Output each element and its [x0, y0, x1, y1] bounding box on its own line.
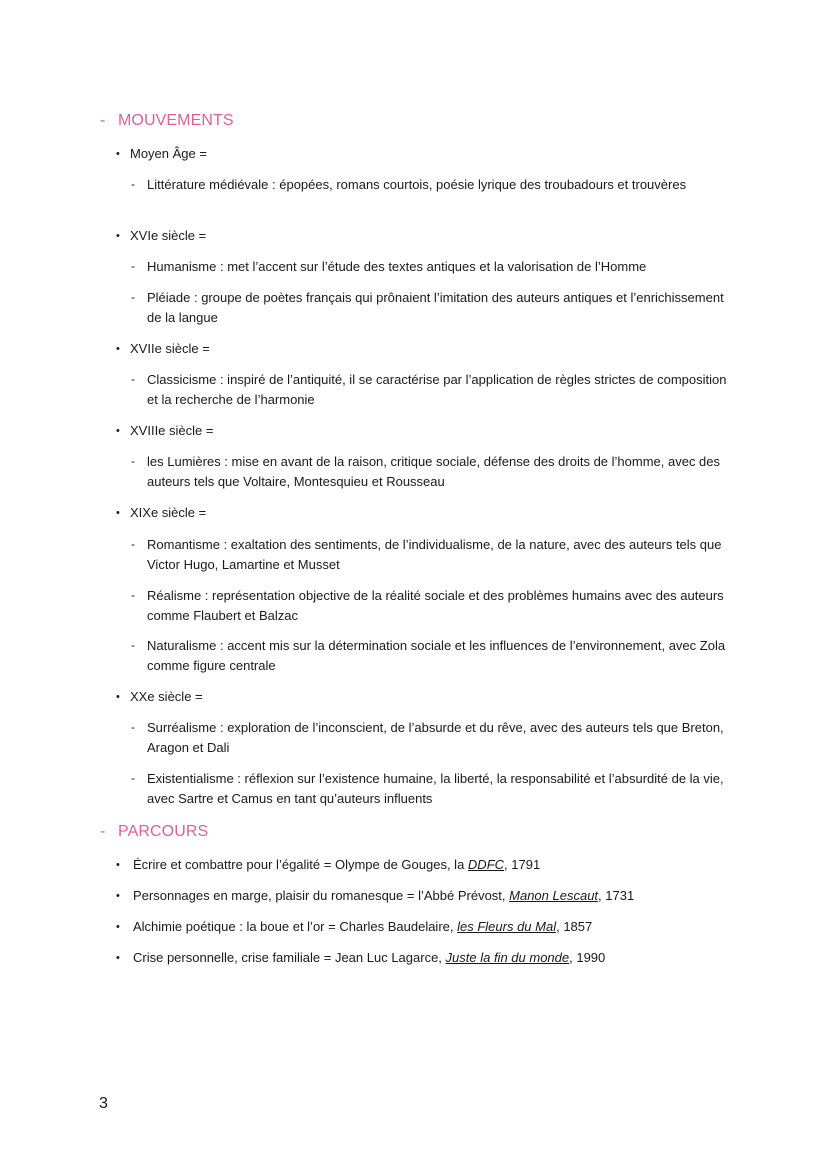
period-item: [116, 503, 736, 523]
page-number: 3: [99, 1095, 108, 1112]
parcours-text: [133, 917, 736, 937]
period-label: XXe siècle =: [130, 689, 203, 704]
movement-item: [131, 257, 731, 277]
work-year: , 1857: [556, 919, 593, 934]
movement-item: [131, 175, 731, 195]
movement-item: [131, 452, 731, 492]
dash-icon: -: [131, 454, 135, 468]
parcours-description: Écrire et combattre pour l’égalité = Olympe de Gouges, la: [133, 857, 468, 872]
movement-text: Réalisme : représentation objective de la réalité sociale et des problèmes humains avec des auteurs comme Flaubert et Balzac: [147, 588, 724, 623]
section-dash: -: [100, 823, 106, 840]
parcours-text: [133, 948, 736, 968]
period-label: XIXe siècle =: [130, 505, 207, 520]
work-year: , 1791: [504, 857, 541, 872]
section-heading-parcours: [100, 822, 208, 842]
dash-icon: -: [131, 177, 135, 191]
bullet-icon: •: [116, 230, 120, 242]
period-label: XVIIIe siècle =: [130, 423, 214, 438]
movement-text: Romantisme : exaltation des sentiments, de l’individualisme, de la nature, avec des auteurs tels que Victor Hugo, Lamartine et Musset: [147, 537, 722, 572]
section-heading-mouvements: [100, 111, 234, 131]
parcours-item: [116, 917, 736, 937]
movement-text: Littérature médiévale : épopées, romans courtois, poésie lyrique des troubadours et trouvères: [147, 177, 687, 192]
period-item: [116, 339, 736, 359]
dash-icon: -: [131, 588, 135, 602]
bullet-icon: •: [116, 952, 120, 964]
period-item: [116, 687, 736, 707]
movement-text: Pléiade : groupe de poètes français qui prônaient l’imitation des auteurs antiques et l’enrichissement de la langue: [147, 290, 724, 325]
movement-text: les Lumières : mise en avant de la raison, critique sociale, défense des droits de l’homme, avec des auteurs tels que Voltaire, Montesquieu et Rousseau: [147, 454, 721, 489]
section-dash: -: [100, 112, 106, 129]
period-label: XVIe siècle =: [130, 228, 207, 243]
bullet-icon: •: [116, 859, 120, 871]
parcours-description: Alchimie poétique : la boue et l’or = Charles Baudelaire,: [133, 919, 458, 934]
parcours-description: Crise personnelle, crise familiale = Jean Luc Lagarce,: [133, 950, 446, 965]
work-title: DDFC: [467, 857, 505, 872]
bullet-icon: •: [116, 425, 120, 437]
bullet-icon: •: [116, 921, 120, 933]
movement-item: [131, 636, 731, 676]
dash-icon: -: [131, 638, 135, 652]
movement-text: Surréalisme : exploration de l’inconscient, de l’absurde et du rêve, avec des auteurs tels que Breton, Aragon et Dali: [147, 720, 724, 755]
dash-icon: -: [131, 372, 135, 386]
period-label: XVIIe siècle =: [130, 341, 210, 356]
movement-item: [131, 769, 731, 809]
movement-item: [131, 370, 731, 410]
movement-item: [131, 586, 731, 626]
bullet-icon: •: [116, 890, 120, 902]
bullet-icon: •: [116, 148, 120, 160]
bullet-icon: •: [116, 343, 120, 355]
parcours-item: [116, 886, 736, 906]
parcours-text: [133, 855, 736, 875]
work-title: Manon Lescaut: [509, 888, 599, 903]
period-item: [116, 226, 736, 246]
section-title: PARCOURS: [118, 823, 209, 840]
work-title: Juste la fin du monde: [445, 950, 570, 965]
section-title: MOUVEMENTS: [118, 112, 234, 129]
parcours-item: [116, 948, 736, 968]
movement-item: [131, 718, 731, 758]
bullet-icon: •: [116, 507, 120, 519]
period-item: [116, 144, 736, 164]
parcours-item: [116, 855, 736, 875]
dash-icon: -: [131, 290, 135, 304]
movement-text: Humanisme : met l’accent sur l’étude des textes antiques et la valorisation de l’Homme: [147, 259, 647, 274]
bullet-icon: •: [116, 691, 120, 703]
period-label: Moyen Âge =: [130, 146, 207, 161]
work-year: , 1731: [598, 888, 635, 903]
movement-item: [131, 535, 731, 575]
movement-item: [131, 288, 731, 328]
work-title: les Fleurs du Mal: [457, 919, 557, 934]
work-year: , 1990: [569, 950, 606, 965]
movement-text: Classicisme : inspiré de l’antiquité, il se caractérise par l’application de règles strictes de composition et la recherche de l’harmonie: [147, 372, 727, 407]
parcours-text: [133, 886, 736, 906]
period-item: [116, 421, 736, 441]
dash-icon: -: [131, 720, 135, 734]
parcours-description: Personnages en marge, plaisir du romanesque = l’Abbé Prévost,: [133, 888, 510, 903]
dash-icon: -: [131, 771, 135, 785]
movement-text: Existentialisme : réflexion sur l’existence humaine, la liberté, la responsabilité et l’absurdité de la vie, avec Sartre et Camus en tant qu’auteurs influents: [147, 771, 724, 806]
dash-icon: -: [131, 259, 135, 273]
movement-text: Naturalisme : accent mis sur la détermination sociale et les influences de l’environnement, avec Zola comme figure centrale: [147, 638, 726, 673]
dash-icon: -: [131, 537, 135, 551]
